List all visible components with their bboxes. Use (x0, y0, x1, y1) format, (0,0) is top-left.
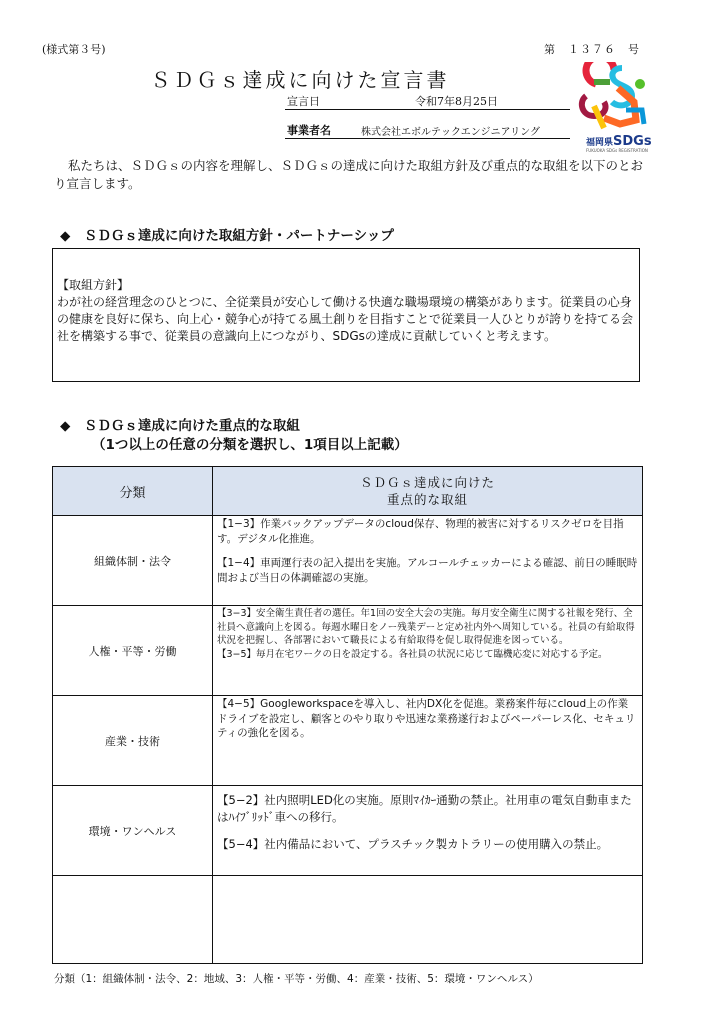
initiatives-table (52, 466, 643, 964)
declaration-date-row (285, 93, 570, 110)
table-row (53, 606, 643, 696)
declaration-date-label: 宣言日 (287, 95, 320, 108)
table-row (53, 786, 643, 876)
declaration-date-value: 令和7年8月25日 (415, 95, 498, 108)
section2-heading (60, 417, 408, 455)
business-name-row (285, 122, 570, 139)
logo-text: 福岡県SDGs (586, 134, 652, 149)
section1-heading: ◆ ＳＤＧｓ達成に向けた取組方針・パートナーシップ (60, 228, 394, 244)
header-content: ＳＤＧｓ達成に向けた 重点的な取組 (213, 467, 643, 516)
initiative-item: 【4−5】Googleworkspaceを導入し、社内DX化を促進。業務案件毎にcloud上の作業ドライブを設定し、顧客とのやり取りや迅速な業務遂行およびペーパーレス化、セキュリティの強化を図る。 (217, 698, 636, 739)
section2-subtitle: （1つ以上の任意の分類を選択し、1項目以上記載） (92, 437, 408, 453)
form-number: (様式第３号) (42, 43, 106, 56)
footnote: 分類（1：組織体制・法令、2：地域、3：人権・平等・労働、4：産業・技術、5：環境・ワンヘルス） (54, 973, 539, 985)
initiative-item: 【3−3】安全衛生責任者の選任。年1回の安全大会の実施。毎月安全衛生に関する社報を発行、全社員へ意識向上を図る。毎週水曜日をノー残業デーと定め社内外へ周知している。社員の有給取得状況を把握し、各部署において職長による有給取得を促し取得促進を図っている。 (217, 608, 635, 646)
table-row (53, 516, 643, 606)
section2-title: ◆ ＳＤＧｓ達成に向けた重点的な取組 (60, 418, 300, 434)
header-category: 分類 (53, 467, 213, 516)
initiative-item: 【3−5】毎月在宅ワークの日を設定する。各社員の状況に応じて臨機応変に対応する予定。 (217, 648, 608, 660)
page-title: ＳＤＧｓ達成に向けた宣言書 (150, 68, 450, 92)
policy-box (52, 248, 640, 382)
logo-subtext: FUKUOKA SDGs REGISTRATION (586, 148, 648, 153)
table-header-row (53, 467, 643, 516)
row-category: 人権・平等・労働 (53, 606, 213, 696)
row-category: 産業・技術 (53, 696, 213, 786)
row-category: 環境・ワンヘルス (53, 786, 213, 876)
fukuoka-sdgs-logo-icon (574, 62, 654, 154)
row-category: 組織体制・法令 (53, 516, 213, 606)
initiative-item: 【1−4】車両運行表の記入提出を実施。アルコールチェッカーによる確認、前日の睡眠時間および当日の体調確認の実施。 (217, 557, 638, 584)
row-content (213, 606, 643, 696)
intro-text: 私たちは、ＳＤＧｓの内容を理解し、ＳＤＧｓの達成に向けた取組方針及び重点的な取組を以下のとおり宣言します。 (54, 158, 644, 191)
table-row (53, 876, 643, 964)
initiative-item: 【5−4】社内備品において、プラスチック製カトラリーの使用購入の禁止。 (217, 837, 609, 851)
policy-text: わが社の経営理念のひとつに、全従業員が安心して働ける快適な職場環境の構築があります。従業員の心身の健康を良好に保ち、向上心・競争心が持てる風土創りを目指すことで従業員一人ひとりが誇りを持てる会社を構築する事で、従業員の意識向上につながり、SDGsの達成に貢献していくと考えます。 (57, 295, 634, 343)
policy-label: 【取組方針】 (57, 278, 130, 292)
table-row (53, 696, 643, 786)
initiative-item: 【1−3】作業バックアップデータのcloud保存、物理的被害に対するリスクゼロを目指す。デジタル化推進。 (217, 518, 624, 545)
document-number: 第 １３７６ 号 (544, 43, 640, 56)
row-content (213, 696, 643, 786)
row-content (213, 876, 643, 964)
business-name-label: 事業者名 (287, 124, 331, 137)
row-content (213, 516, 643, 606)
initiative-item: 【5−2】社内照明LED化の実施。原則ﾏｲｶｰ通勤の禁止。社用車の電気自動車またはﾊｲﾌﾞﾘｯﾄﾞ車への移行。 (217, 793, 632, 824)
row-category (53, 876, 213, 964)
row-content (213, 786, 643, 876)
business-name-value: 株式会社エボルテックエンジニアリング (361, 127, 540, 138)
